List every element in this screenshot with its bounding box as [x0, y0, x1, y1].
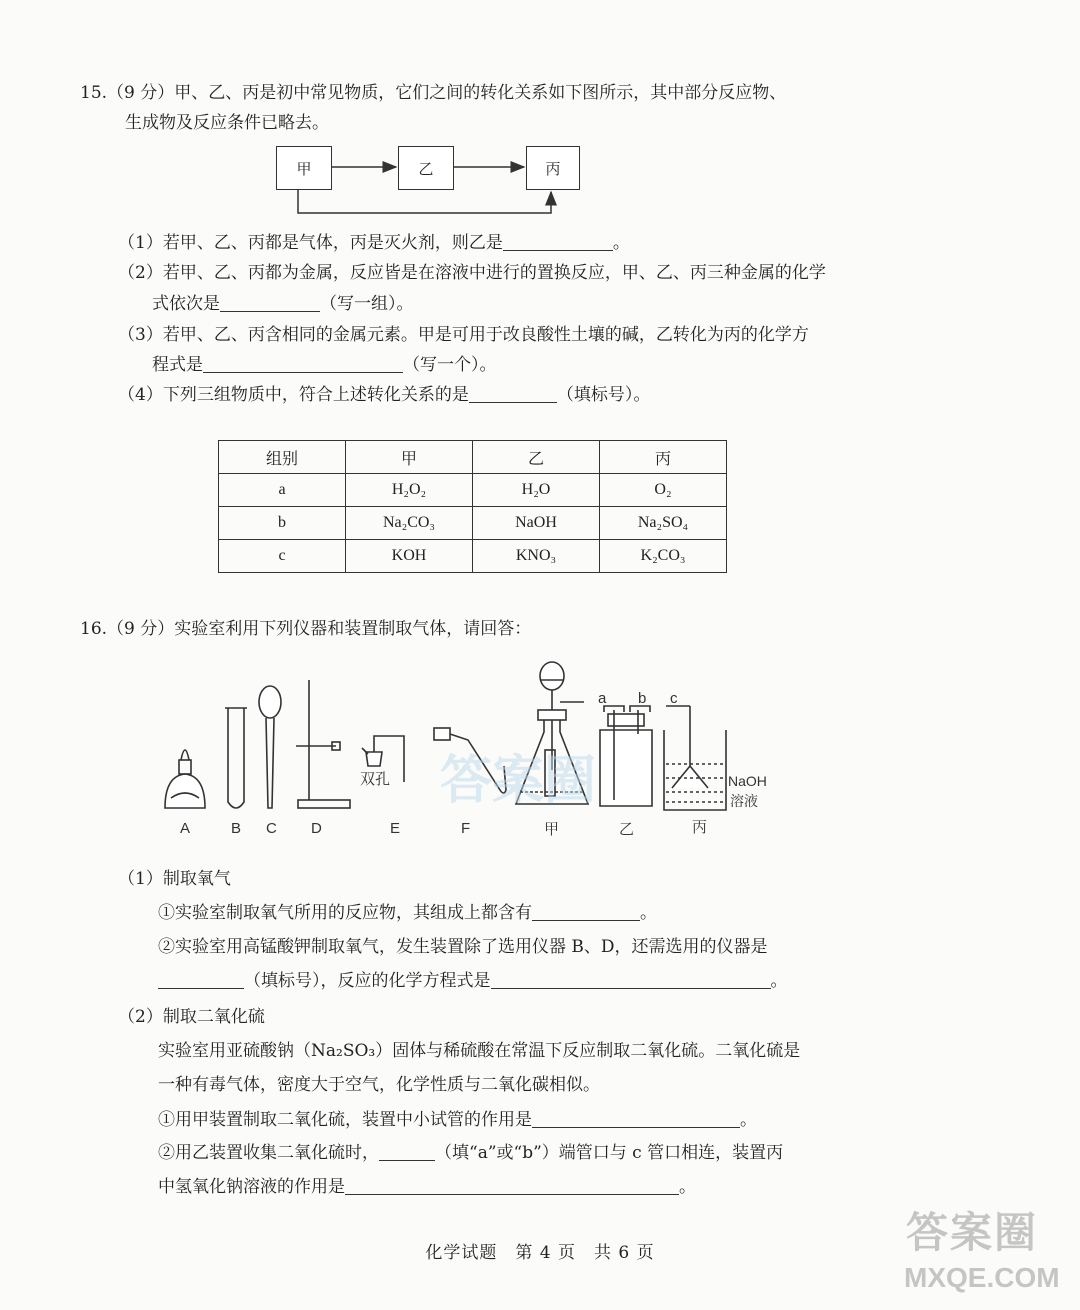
q15-p1: （1）若甲、乙、丙都是气体，丙是灭火剂，则乙是 。: [118, 233, 630, 253]
apparatus-label: F: [461, 820, 471, 837]
table-cell: Na₂SO₄: [600, 507, 727, 540]
q15-p4: （4）下列三组物质中，符合上述转化关系的是 （填标号）。: [118, 385, 651, 405]
corner-watermark-url: MXQE.COM: [904, 1262, 1060, 1293]
q15-p2-line1: （2）若甲、乙、丙都为金属，反应皆是在溶液中进行的置换反应，甲、乙、丙三种金属的化学: [118, 263, 826, 283]
label-naoh: NaOH: [728, 773, 767, 789]
q16-s2-line1: 实验室用亚硫酸钠（Na₂SO₃）固体与稀硫酸在常温下反应制取二氧化硫。二氧化硫是: [158, 1041, 801, 1061]
diagram-arrows: [0, 0, 1080, 240]
iron-stand-icon: [296, 680, 350, 808]
apparatus-label: 乙: [619, 820, 635, 838]
answer-blank[interactable]: [469, 384, 557, 403]
q15-title-line2: 生成物及反应条件已略去。: [125, 113, 329, 133]
table-header: 组别: [219, 441, 346, 474]
alcohol-lamp-icon: [165, 750, 205, 808]
table-header: 乙: [473, 441, 600, 474]
table-header-row: [219, 441, 727, 474]
answer-blank[interactable]: [345, 1176, 679, 1195]
label-c: c: [670, 690, 678, 707]
substance-table: [218, 440, 727, 573]
beaker-icon: [664, 706, 726, 810]
answer-blank[interactable]: [203, 354, 403, 373]
page-footer: 化学试题 第 4 页 共 6 页: [425, 1243, 655, 1263]
q16-s2-line2: 一种有毒气体，密度大于空气，化学性质与二氧化碳相似。: [158, 1075, 600, 1095]
answer-blank[interactable]: [491, 970, 771, 989]
q16-s2-ii-line2: 中氢氧化钠溶液的作用是 。: [158, 1177, 696, 1197]
q16-s1-heading: （1）制取氧气: [118, 869, 231, 889]
apparatus-label: 甲: [544, 820, 560, 838]
table-cell: a: [219, 474, 346, 507]
apparatus-label: 丙: [692, 818, 708, 836]
table-cell: K₂CO₃: [600, 540, 727, 573]
answer-blank[interactable]: [532, 1109, 740, 1128]
apparatus-label: E: [390, 820, 401, 837]
table-row: [219, 474, 727, 507]
apparatus-label: B: [231, 820, 242, 837]
q15-p2-line2: 式依次是 （写一组）。: [152, 294, 414, 314]
q16-s1-ii-line2: （填标号），反应的化学方程式是 。: [158, 966, 788, 996]
q15-p3-line1: （3）若甲、乙、丙含相同的金属元素。甲是可用于改良酸性土壤的碱，乙转化为丙的化学方: [118, 325, 809, 345]
watermark-text: 答案圈: [440, 752, 597, 810]
label-rongye: 溶液: [730, 794, 758, 810]
answer-blank[interactable]: [379, 1142, 435, 1161]
answer-blank[interactable]: [503, 232, 613, 251]
q16-s1-ii-line1: ②实验室用高锰酸钾制取氧气，发生装置除了选用仪器 B、D，还需选用的仪器是: [158, 937, 768, 957]
q16-s2-ii-line1: ②用乙装置收集二氧化硫时， （填“a”或“b”）端管口与 c 管口相连，装置丙: [158, 1143, 784, 1163]
apparatus-label: C: [266, 820, 277, 837]
answer-blank[interactable]: [532, 902, 640, 921]
table-row: [219, 540, 727, 573]
table-cell: c: [219, 540, 346, 573]
q16-title: 16.（9 分）实验室利用下列仪器和装置制取气体，请回答：: [80, 619, 532, 639]
q16-s1-i: ①实验室制取氧气所用的反应物，其组成上都含有 。: [158, 903, 657, 923]
label-a: a: [598, 690, 607, 707]
table-cell: H₂O₂: [346, 474, 473, 507]
test-tube-icon: [225, 708, 247, 808]
table-row: [219, 507, 727, 540]
table-cell: KOH: [346, 540, 473, 573]
answer-blank[interactable]: [158, 970, 244, 989]
q16-s2-heading: （2）制取二氧化硫: [118, 1007, 265, 1027]
corner-watermark-logo: 答案圈: [906, 1209, 1039, 1256]
table-header: 甲: [346, 441, 473, 474]
q16-s2-i: ①用甲装置制取二氧化硫，装置中小试管的作用是 。: [158, 1110, 757, 1130]
q15-p3-line2: 程式是 （写一个）。: [152, 355, 497, 375]
label-b: b: [638, 690, 647, 707]
table-cell: Na₂CO₃: [346, 507, 473, 540]
table-cell: NaOH: [473, 507, 600, 540]
diagram-box-bing: 丙: [526, 146, 580, 190]
apparatus-label: D: [311, 820, 322, 837]
q15-title-line1: 15.（9 分）甲、乙、丙是初中常见物质，它们之间的转化关系如下图所示，其中部分反应物、: [80, 83, 787, 103]
table-header: 丙: [600, 441, 727, 474]
table-cell: O₂: [600, 474, 727, 507]
gas-bottle-icon: [600, 706, 652, 806]
diagram-box-jia: 甲: [276, 146, 332, 190]
apparatus-label: A: [180, 820, 191, 837]
long-neck-funnel-icon: [259, 686, 281, 808]
table-cell: KNO₃: [473, 540, 600, 573]
diagram-box-yi: 乙: [398, 146, 454, 190]
answer-blank[interactable]: [220, 293, 320, 312]
table-cell: H₂O: [473, 474, 600, 507]
label-shuangkong: 双孔: [360, 770, 391, 788]
table-cell: b: [219, 507, 346, 540]
